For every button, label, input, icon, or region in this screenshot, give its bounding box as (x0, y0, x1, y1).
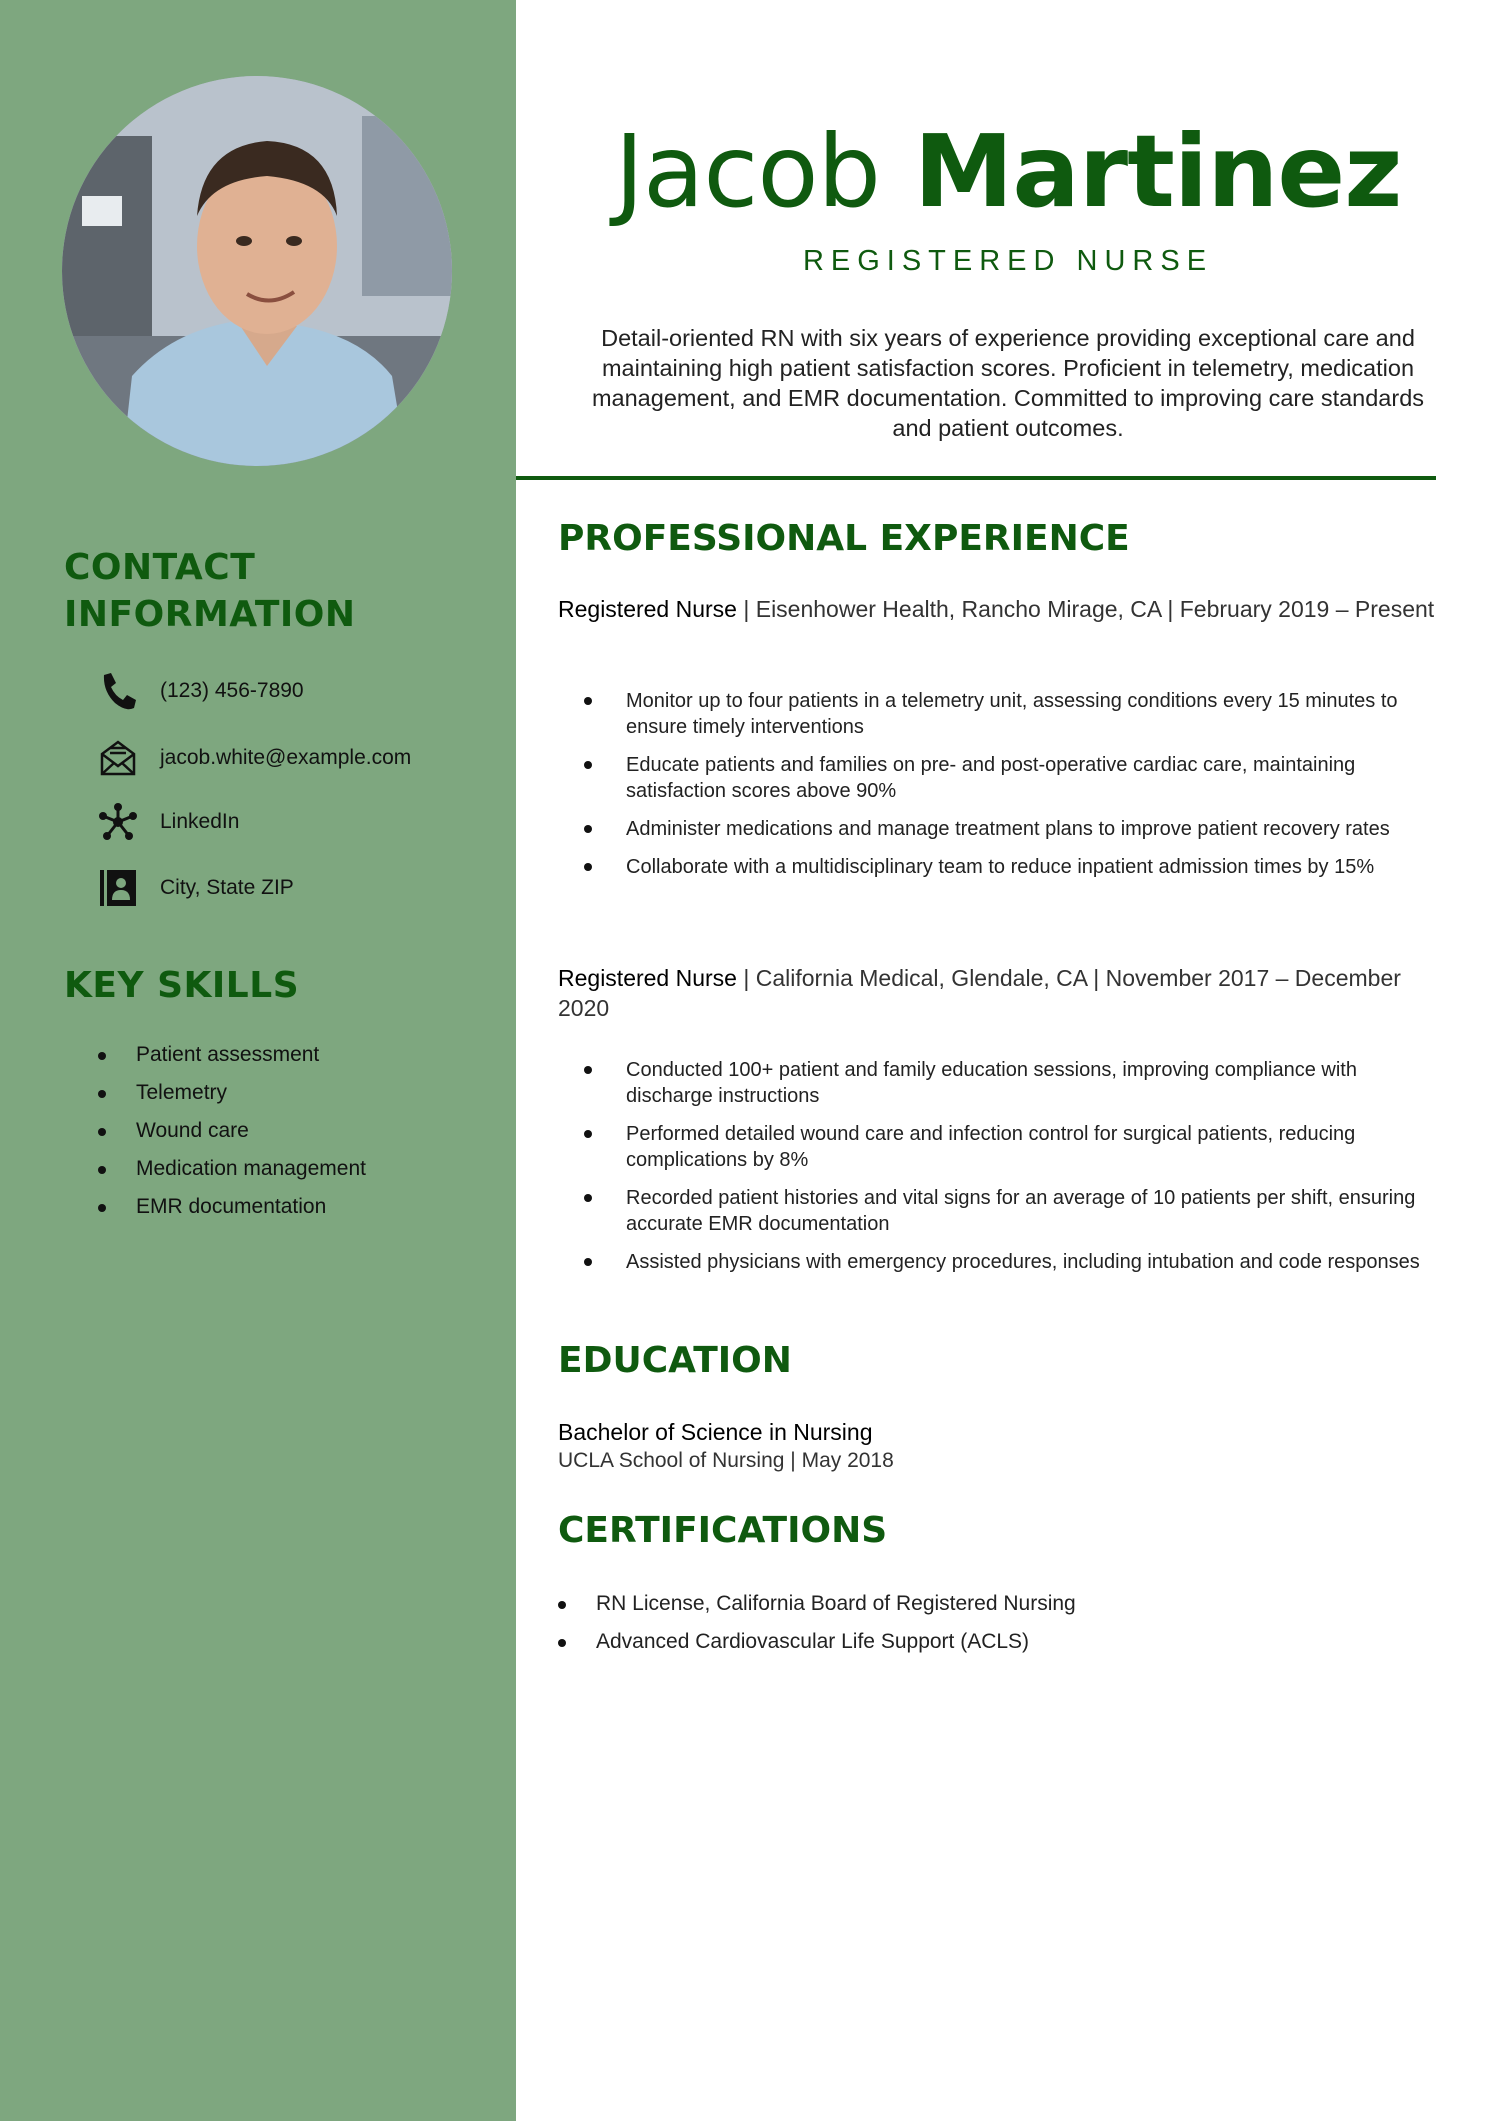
job-1-bullets (558, 688, 1438, 892)
contact-phone (96, 669, 304, 713)
profile-summary: Detail-oriented RN with six years of experience providing exceptional care and maintaining high patient satisfaction scores. Proficient in telemetry, medication management, and EMR documentation. Committed to improving care standards and patient outcomes. (591, 325, 1425, 441)
certifications-heading: CERTIFICATIONS (558, 1510, 888, 1551)
experience-heading: PROFESSIONAL EXPERIENCE (558, 518, 1130, 559)
contact-heading (64, 544, 356, 638)
phone-icon (96, 669, 140, 713)
contact-email (96, 736, 411, 780)
contact-heading-line1: CONTACT (64, 547, 256, 588)
job-bullet: Administer medications and manage treatment plans to improve patient recovery rates (558, 816, 1438, 842)
email-address[interactable]: jacob.white@example.com (160, 746, 412, 769)
job-role: Registered Nurse (558, 596, 737, 622)
job-bullet: Collaborate with a multidisciplinary team to reduce inpatient admission times by 15% (558, 854, 1438, 880)
education-heading: EDUCATION (558, 1340, 792, 1381)
job-bullet: Conducted 100+ patient and family education sessions, improving compliance with discharge instructions (558, 1057, 1438, 1109)
job-bullet: Educate patients and families on pre- and post-operative cardiac care, maintaining satisfaction scores above 90% (558, 752, 1438, 804)
candidate-name (516, 112, 1500, 232)
certification-item: RN License, California Board of Registered Nursing (558, 1585, 1076, 1623)
job-bullet: Assisted physicians with emergency procedures, including intubation and code responses (558, 1249, 1438, 1275)
key-skills-heading: KEY SKILLS (64, 965, 300, 1006)
mail-icon (96, 736, 140, 780)
job-2-bullets (558, 1057, 1438, 1287)
linkedin-link[interactable]: LinkedIn (160, 810, 240, 833)
first-name: Jacob (614, 113, 880, 230)
job-bullet: Monitor up to four patients in a telemetry unit, assessing conditions every 15 minutes to ensure timely interventions (558, 688, 1438, 740)
job-bullet: Recorded patient histories and vital signs for an average of 10 patients per shift, ensuring accurate EMR documentation (558, 1185, 1438, 1237)
skill-item: Patient assessment (96, 1036, 366, 1074)
city-state-zip: City, State ZIP (160, 876, 294, 899)
degree: Bachelor of Science in Nursing (558, 1419, 873, 1445)
contact-address (96, 866, 294, 910)
sidebar (0, 0, 516, 2121)
main-content (516, 0, 1500, 2121)
skills-list (96, 1036, 366, 1226)
job-entry-2 (558, 963, 1438, 1023)
job-details: | Eisenhower Health, Rancho Mirage, CA | February 2019 – Present (736, 596, 1435, 622)
job-details: | California Medical, Glendale, CA | November 2017 – December 2020 (558, 965, 1401, 1021)
job-bullet: Performed detailed wound care and infection control for surgical patients, reducing complications by 8% (558, 1121, 1438, 1173)
school-and-date: UCLA School of Nursing | May 2018 (558, 1449, 894, 1472)
profile-photo (62, 76, 452, 466)
skill-item: Wound care (96, 1112, 366, 1150)
skill-item: Medication management (96, 1150, 366, 1188)
contact-linkedin (96, 800, 239, 844)
phone-number[interactable]: (123) 456-7890 (160, 679, 304, 702)
network-icon (96, 800, 140, 844)
address-book-icon (96, 866, 140, 910)
job-entry-1 (558, 594, 1438, 624)
certification-item: Advanced Cardiovascular Life Support (ACLS) (558, 1623, 1076, 1661)
certifications-list (558, 1585, 1076, 1661)
skill-item: Telemetry (96, 1074, 366, 1112)
header-divider (516, 476, 1436, 480)
job-role: Registered Nurse (558, 965, 737, 991)
last-name: Martinez (913, 113, 1402, 230)
skill-item: EMR documentation (96, 1188, 366, 1226)
contact-heading-line2: INFORMATION (64, 594, 356, 635)
job-title: REGISTERED NURSE (802, 245, 1214, 277)
